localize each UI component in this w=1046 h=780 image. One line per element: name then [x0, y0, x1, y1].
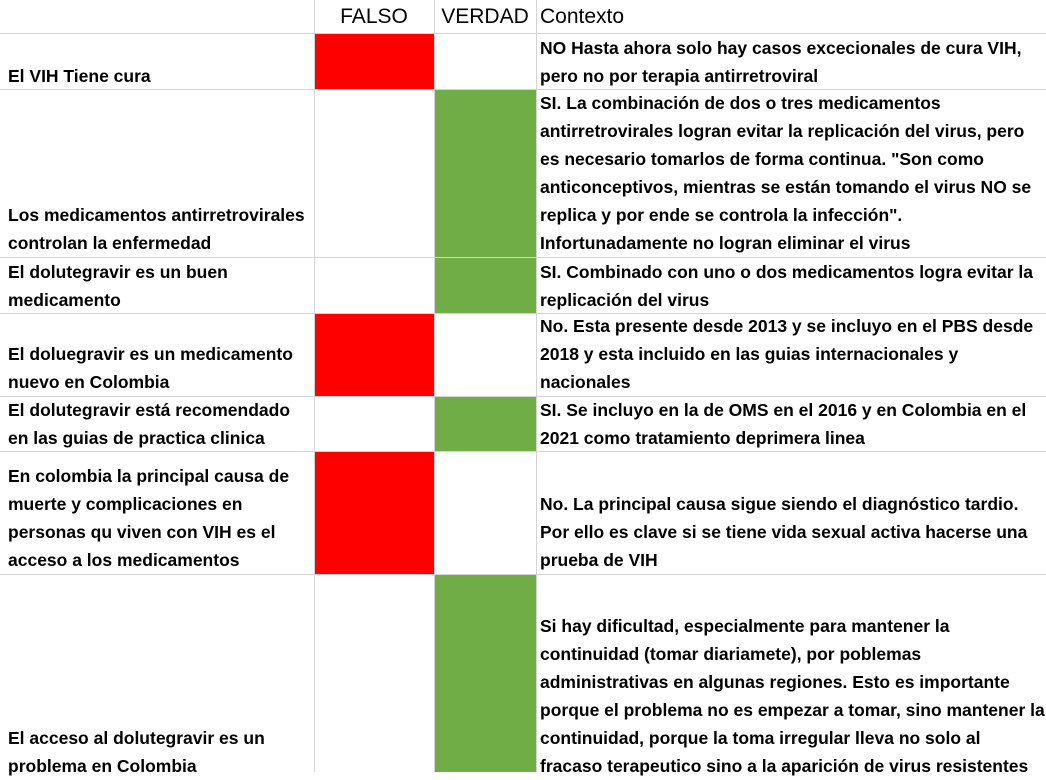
context-cell[interactable] [540, 314, 1046, 396]
question-cell[interactable] [8, 62, 308, 90]
question-text: En colombia la principal causa de muerte y complicaciones en personas qu viven con VIH es el acceso a los medicamentos [8, 466, 290, 570]
context-text: No. Esta presente desde 2013 y se incluyo en el PBS desde 2018 y esta incluido en las guias internacionales y nacionales [540, 316, 1034, 392]
question-text: Los medicamentos antirretrovirales controlan la enfermedad [8, 205, 305, 253]
header-verdad[interactable]: VERDAD [441, 5, 529, 28]
question-text: El doluegravir es un medicamento nuevo en Colombia [8, 344, 293, 392]
question-text: El acceso al dolutegravir es un problema en Colombia [8, 728, 265, 776]
question-text: El dolutegravir es un buen medicamento [8, 262, 228, 310]
grid-line [536, 0, 537, 772]
header-falso[interactable]: FALSO [340, 5, 408, 28]
context-text: Si hay dificultad, especialmente para mantener la continuidad (tomar diariamete), por poblemas administrativas en algunas regiones. Esto es importante porque el problema no es empezar a tomar, sino mantener la continuidad, porque la toma irregular lleva no solo al fracaso terapeutico sino a la aparición de virus resistentes [540, 616, 1045, 776]
context-cell[interactable] [540, 397, 1046, 452]
question-cell[interactable] [8, 397, 308, 452]
falso-mark[interactable] [315, 452, 434, 574]
verdad-mark[interactable] [435, 90, 536, 257]
context-cell[interactable] [540, 452, 1046, 574]
verdad-mark[interactable] [435, 258, 536, 313]
question-cell[interactable] [8, 90, 308, 257]
falso-mark[interactable] [315, 314, 434, 396]
question-cell[interactable] [8, 258, 308, 314]
context-cell[interactable] [540, 258, 1046, 314]
verdad-mark[interactable] [435, 575, 536, 772]
question-cell[interactable] [8, 452, 308, 574]
context-text: SI. Se incluyo en la de OMS en el 2016 y en Colombia en el 2021 como tratamiento deprimera linea [540, 400, 1027, 448]
header-contexto[interactable]: Contexto [540, 5, 625, 28]
context-cell[interactable] [540, 34, 1046, 90]
question-cell[interactable] [8, 575, 308, 780]
context-cell[interactable] [540, 90, 1046, 257]
context-text: NO Hasta ahora solo hay casos excecionales de cura VIH, pero no por terapia antirretroviral [540, 38, 1022, 86]
context-text: SI. Combinado con uno o dos medicamentos logra evitar la replicación del virus [540, 262, 1033, 310]
verdad-mark[interactable] [435, 397, 536, 451]
question-text: El VIH Tiene cura [8, 66, 151, 86]
context-text: No. La principal causa sigue siendo el diagnóstico tardio. Por ello es clave si se tiene vida sexual activa hacerse una prueba de VIH [540, 494, 1028, 570]
question-cell[interactable] [8, 314, 308, 396]
context-cell[interactable] [540, 575, 1046, 780]
context-text: SI. La combinación de dos o tres medicamentos antirretrovirales logran evitar la replicación del virus, pero es necesario tomarlos de forma continua. "Son como anticonceptivos, mientras se están tomando el virus NO se replica y por ende se controla la infección". Infortunadamente no logran eliminar el virus [540, 93, 1032, 253]
question-text: El dolutegravir está recomendado en las guias de practica clinica [8, 400, 291, 448]
falso-mark[interactable] [315, 34, 434, 89]
